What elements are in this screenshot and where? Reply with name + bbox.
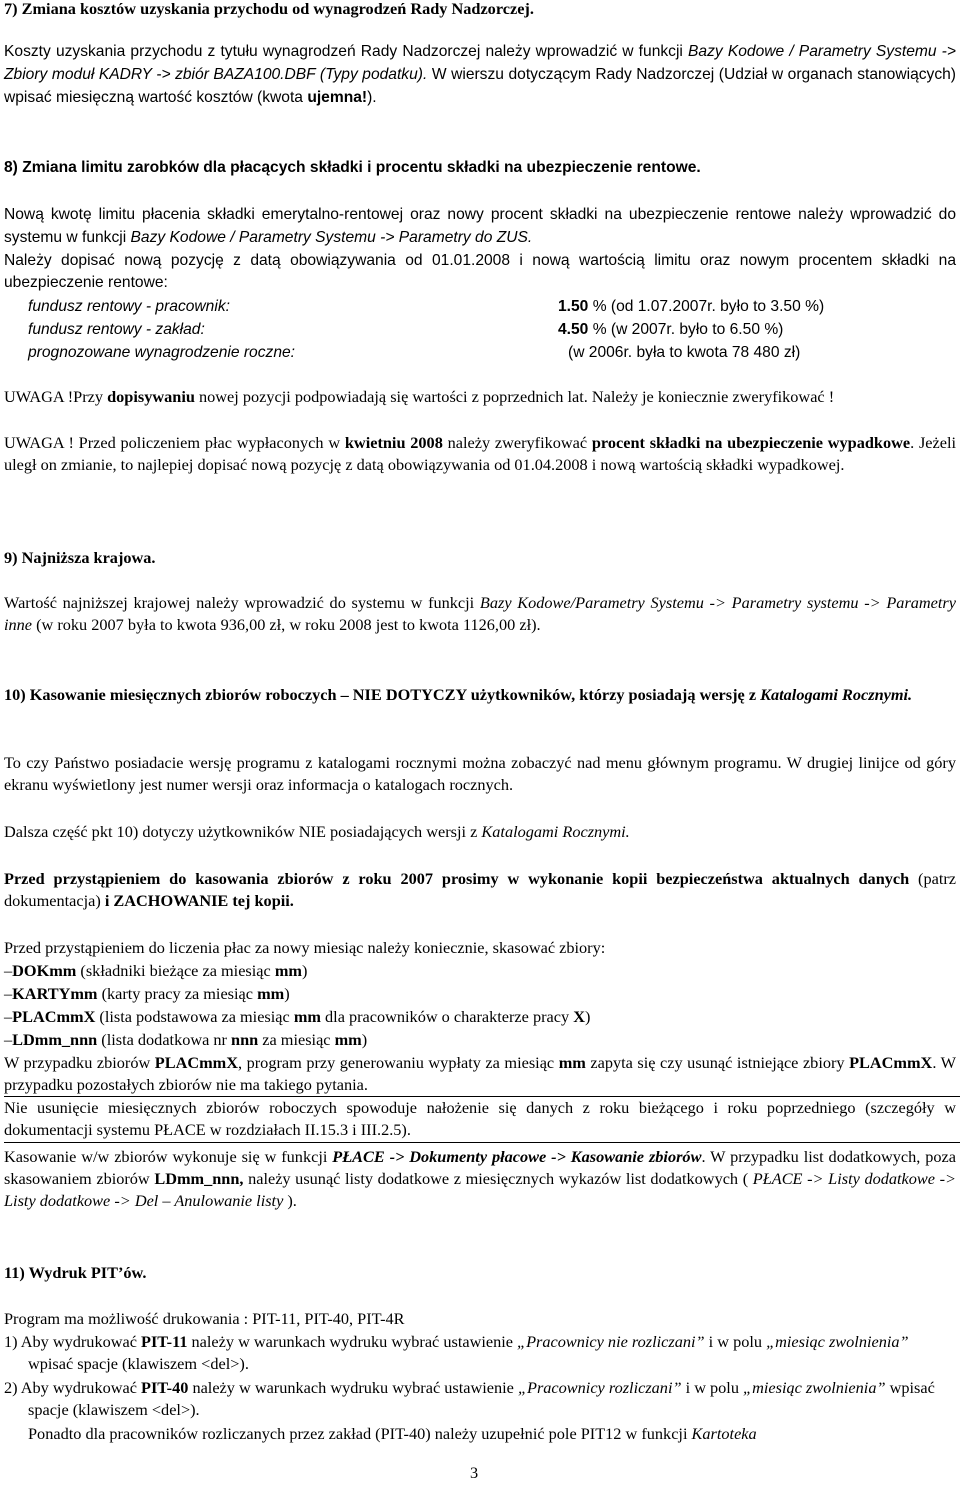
text-bold: PLACmmX — [154, 1053, 238, 1072]
text-bold: PIT-11 — [141, 1332, 188, 1351]
rate-number: 4.50 — [558, 321, 589, 338]
heading-text: 8) Zmiana limitu zarobków dla płacących składki i procentu składki na ubezpieczenie rentowe. — [4, 159, 701, 176]
text: (karty pracy za miesiąc — [97, 984, 258, 1003]
text: . W przypadku pozostałych zbiorów nie ma takiego pytania. — [4, 1053, 957, 1094]
text-bold: mm — [257, 984, 285, 1003]
text: wpisać spacje (klawiszem <del>). — [28, 1354, 249, 1373]
file-name: PLACmmX — [12, 1007, 96, 1026]
text: zapyta się czy usunąć istniejące zbiory — [585, 1053, 850, 1072]
section-9-paragraph — [4, 592, 956, 636]
rate-label: fundusz rentowy - zakład: — [28, 321, 205, 338]
text-bold: Przed przystąpieniem do kasowania zbiorów z roku 2007 prosimy w wykonanie kopii bezpieczeństwa aktualnych danych — [4, 869, 910, 888]
heading-text: 9) Najniższa krajowa. — [4, 548, 156, 567]
text: . W przypadku list dodatkowych, poza skasowaniem zbiorów — [4, 1147, 956, 1188]
text-italic: Katalogami Rocznymi. — [481, 822, 630, 841]
text-italic: PŁACE -> Listy dodatkowe -> Listy dodatkowe -> Del – Anulowanie listy — [4, 1169, 957, 1210]
text: ) — [284, 984, 290, 1003]
heading-text: 10) Kasowanie miesięcznych zbiorów roboczych – NIE DOTYCZY użytkowników, którzy posiadają wersję z — [4, 685, 761, 704]
file-name: KARTYmm — [12, 984, 98, 1003]
text: , program przy generowaniu wypłaty za miesiąc — [238, 1053, 559, 1072]
rate-note: % (w 2007r. było to 6.50 %) — [588, 321, 784, 338]
text: Kasowanie w/w zbiorów wykonuje się w funkcji — [4, 1147, 333, 1166]
text: (składniki bieżące za miesiąc — [76, 961, 275, 980]
text: UWAGA !Przy — [4, 387, 108, 406]
divider — [4, 1142, 960, 1143]
text-bold: PLACmmX — [849, 1053, 933, 1072]
text: ). — [367, 89, 377, 106]
text: należy usunąć listy dodatkowe z miesięcznych wykazów list dodatkowych ( — [243, 1169, 753, 1188]
text: ). — [283, 1191, 297, 1210]
text: . Jeżeli uległ on zmianie, to najlepiej dopisać nową pozycję z datą obowiązywania od 01.04.2008 i nową wartością składki wypadkowej. — [4, 433, 957, 474]
text-italic: „Pracownicy rozliczani” — [517, 1378, 682, 1397]
pit-item-2 — [4, 1377, 956, 1421]
list-item — [4, 1006, 956, 1028]
file-name: DOKmm — [12, 961, 77, 980]
text: 2) Aby wydrukować — [4, 1378, 142, 1397]
section-11-paragraph-2 — [4, 1423, 956, 1445]
text-italic: Bazy Kodowe / Parametry Systemu -> Zbiory moduł KADRY -> zbiór BAZA100.DBF (Typy podatku). — [4, 43, 956, 83]
section-11-paragraph-1: Program ma możliwość drukowania : PIT-11, PIT-40, PIT-4R — [4, 1309, 405, 1328]
text: należy zweryfikować — [442, 433, 592, 452]
text: wpisać spacje (klawiszem <del>). — [28, 1378, 935, 1419]
text-bold: nnn — [231, 1030, 259, 1049]
pit-item-1 — [4, 1331, 956, 1375]
text-italic: Bazy Kodowe / Parametry Systemu -> Parametry do ZUS. — [130, 229, 533, 246]
section-11-heading — [4, 1262, 956, 1284]
list-item — [4, 1029, 956, 1051]
section-10-paragraph-7 — [4, 1146, 956, 1212]
text-bold: ujemna! — [307, 89, 368, 106]
section-8-paragraph-2: Należy dopisać nową pozycję z datą obowiązywania od 01.01.2008 i nową wartością limitu oraz nowym procentem składki na ubezpieczenie rentowe: — [4, 252, 956, 291]
rate-label: fundusz rentowy - pracownik: — [28, 298, 230, 315]
section-10-paragraph-1: To czy Państwo posiadacie wersję programu z katalogami rocznymi można zobaczyć nad menu głównym programu. W drugiej linijce od góry ekranu wyświetlony jest numer wersji oraz informacja o katalogach rocznych. — [4, 753, 956, 794]
text: ) — [301, 961, 308, 980]
list-item — [4, 960, 956, 982]
section-10-paragraph-3 — [4, 868, 956, 912]
section-7-paragraph — [4, 40, 956, 109]
text-bold: mm — [293, 1007, 321, 1026]
rate-note: (w 2006r. była to kwota 78 480 zł) — [568, 344, 801, 361]
text-bold: mm — [334, 1030, 362, 1049]
dash: – — [4, 1030, 13, 1049]
text: Ponadto dla pracowników rozliczanych przez zakład (PIT-40) należy uzupełnić pole PIT12 w funkcji — [28, 1424, 692, 1443]
text: ) — [584, 1007, 591, 1026]
section-10-heading — [4, 684, 956, 706]
text: (w roku 2007 była to kwota 936,00 zł, w roku 2008 jest to kwota 1126,00 zł). — [32, 615, 541, 634]
text-bold: PIT-40 — [141, 1378, 189, 1397]
text: W przypadku zbiorów — [4, 1053, 155, 1072]
text: Wartość najniższej krajowej należy wprowadzić do systemu w funkcji — [4, 593, 480, 612]
text: należy w warunkach wydruku wybrać ustawienie — [188, 1378, 518, 1397]
text: (lista podstawowa za miesiąc — [95, 1007, 294, 1026]
text-bold-italic: PŁACE -> Dokumenty płacowe -> Kasowanie zbiorów — [332, 1147, 702, 1166]
dash: – — [4, 961, 13, 980]
text-bold: mm — [558, 1053, 586, 1072]
text-bold: mm — [274, 961, 302, 980]
rate-label: prognozowane wynagrodzenie roczne: — [28, 344, 295, 361]
text-italic: Bazy Kodowe/Parametry Systemu -> Parametry systemu -> Parametry inne — [4, 593, 956, 634]
dash: – — [4, 1007, 13, 1026]
heading-text: 7) Zmiana kosztów uzyskania przychodu od wynagrodzeń Rady Nadzorczej. — [4, 0, 534, 18]
text-italic: „Pracownicy nie rozliczani” — [517, 1332, 705, 1351]
text: Koszty uzyskania przychodu z tytułu wynagrodzeń Rady Nadzorczej należy wprowadzić w funkcji — [4, 43, 689, 60]
text-italic: „miesiąc zwolnienia” — [766, 1332, 909, 1351]
section-8-heading — [4, 156, 956, 179]
list-item — [4, 983, 956, 1005]
file-name: LDmm_nnn — [12, 1030, 98, 1049]
heading-text-italic: Katalogami Rocznymi. — [760, 685, 913, 704]
text-italic: Kartoteka — [691, 1424, 757, 1443]
text: za miesiąc — [258, 1030, 335, 1049]
warning-1 — [4, 386, 956, 408]
section-9-heading — [4, 547, 956, 569]
text: 1) Aby wydrukować — [4, 1332, 142, 1351]
text: i w polu — [704, 1332, 767, 1351]
text: (patrz dokumentacja) — [4, 869, 957, 910]
rate-number: 1.50 — [558, 298, 589, 315]
warning-2 — [4, 432, 956, 476]
dash: – — [4, 984, 13, 1003]
section-7-heading — [4, 0, 956, 20]
section-10-paragraph-5 — [4, 1052, 956, 1096]
text: (lista dodatkowa nr — [97, 1030, 232, 1049]
text-bold: LDmm_nnn, — [154, 1169, 244, 1188]
rate-note: % (od 1.07.2007r. było to 3.50 %) — [588, 298, 825, 315]
page-number: 3 — [470, 1463, 479, 1482]
text: UWAGA ! Przed policzeniem płac wypłaconych w — [4, 433, 345, 452]
rate-value — [558, 319, 783, 341]
text: nowej pozycji podpowiadają się wartości z poprzednich lat. Należy je koniecznie zweryfikować ! — [194, 387, 835, 406]
text: Nową kwotę limitu płacenia składki emerytalno-rentowej oraz nowy procent składki na ubezpieczenie rentowe należy wprowadzić do systemu w funkcji — [4, 206, 956, 246]
text-italic: „miesiąc zwolnienia” — [743, 1378, 886, 1397]
section-8-paragraph-1 — [4, 203, 956, 249]
text: dla pracowników o charakterze pracy — [320, 1007, 574, 1026]
text: i w polu — [681, 1378, 744, 1397]
rate-value — [558, 296, 824, 318]
text: W wierszu dotyczącym Rady Nadzorczej (Udział w organach stanowiących) wpisać miesięczną wartość kosztów (kwota — [4, 66, 957, 106]
heading-text: 11) Wydruk PIT’ów. — [4, 1263, 147, 1282]
section-10-paragraph-6: Nie usunięcie miesięcznych zbiorów roboczych spowoduje nałożenie się danych z roku bieżącego i roku poprzedniego (szczegóły w dokumentacji systemu PŁACE w rozdziałach II.15.3 i III.2.5). — [4, 1098, 956, 1139]
rate-value — [568, 342, 800, 364]
text: ) — [361, 1030, 368, 1049]
text-bold: kwietniu 2008 — [344, 433, 443, 452]
text-bold: dopisywaniu — [107, 387, 195, 406]
text: należy w warunkach wydruku wybrać ustawienie — [187, 1332, 518, 1351]
text-bold: procent składki na ubezpieczenie wypadkowe — [591, 433, 911, 452]
text: Dalsza część pkt 10) dotyczy użytkowników NIE posiadających wersji z — [4, 822, 482, 841]
section-10-paragraph-2 — [4, 821, 956, 843]
text-bold: X — [573, 1007, 585, 1026]
text-bold: i ZACHOWANIE tej kopii. — [104, 891, 294, 910]
section-10-paragraph-4: Przed przystąpieniem do liczenia płac za nowy miesiąc należy koniecznie, skasować zbiory: — [4, 938, 606, 957]
